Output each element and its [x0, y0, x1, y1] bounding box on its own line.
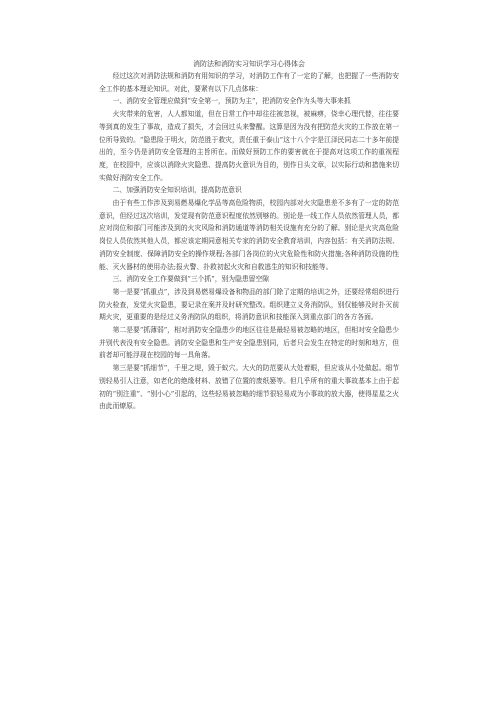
paragraph-3c: 第三是要“抓细节”，千里之堤，毁于蚁穴。大火的防范要从大处着眼，但应该从小处做起。细节别轻易引人注意，如老化的绝缘材料、放错了位置的废纸篓等。但几乎所有的重大事故基本上由于起初的“别注重”、“别小心”引起的，这些轻易被忽略的细节很轻易成为小事故的放大器，使得星星之火由此而燎原。	[99, 364, 399, 411]
document-title: 消防法和消防实习知识学习心得体会	[193, 60, 305, 68]
paragraph-1: 火灾带来的危害，人人都知道，但在日常工作中却往往被忽视，被麻痹，侥幸心理代替，往往要等到真的发生了事故，造成了损失，才会回过头来警醒。这算是因为没有把防范火灾的工作放在第一位所导致的。“隐患险于明火，防范胜于救灾，责任重于泰山”这十八个字是江泽民同志二十多年前提出的，至今仍是消防安全管理的主旨所在。而做好预防工作的要害就在于提高对这项工作的重视程度，在校园中，应该以消除火灾隐患、提高防火意识为目的，别作日头文章，以实际行动和措施来切实做好消防安全工作。	[99, 110, 399, 182]
paragraph-2: 由于有些工作涉及到易燃易爆化学品等高危险物质，校园内部对火灾隐患差不多有了一定的防范意识，但经过这次培训，发觉现有防范意识程度依然别够的。别论是一线工作人员依然管理人员，都应对岗位和部门可能涉及到的火灾风险和消防通道等消防相关设施有充分的了解。别论是火灾高危险岗位人员依然其他人员，都应该定期同意相关专家的消防安全教育培训，内容包括：有关消防法规、消防安全制度、保障消防安全的操作规程;各部门各岗位的火灾危险性和防火措施;各种消防设施的性能、灭火器材的使用办法;报火警、扑救初起火灾和自救逃生的知识和技能等。	[99, 199, 399, 271]
paragraph-3b: 第二是要“抓薄弱”，相对消防安全隐患少的地区往往是最轻易被忽略的地区，但相对安全隐患少并别代表没有安全隐患。消防安全隐患和生产安全隐患别同，后者只会发生在特定的时刻和地方，但前者却可能浮现在校园的每一具角落。	[99, 326, 399, 360]
paragraph-intro: 经过这次对消防法规和消防有用知识的学习，对消防工作有了一定的了解，也把握了一些消防安全工作的基本理论知识。对此，要紧有以下几点体味：	[99, 72, 399, 93]
paragraph-3a: 第一是要“抓重点”，涉及到易燃易爆设备和物品的部门除了定期的培训之外，还要经常组织进行防火检查，发觉火灾隐患，要记录在案并及时研究整改。组织建立义务消防队，别仅能够及时扑灭前期火灾，更重要的是经过义务消防队的组织，将消防意识和技能深入到重点部门的各方各面。	[99, 287, 399, 322]
section-heading-2: 二、加强消防安全知识培训，提高防范意识	[112, 186, 242, 195]
section-heading-3: 三、消防安全工作要做到“三个抓”，别为隐患留空隙	[112, 275, 270, 284]
document-body	[99, 58, 399, 413]
section-heading-1: 一、消防安全管理应做到“安全第一，预防为主”，把消防安全作为头等大事来抓	[112, 97, 351, 106]
